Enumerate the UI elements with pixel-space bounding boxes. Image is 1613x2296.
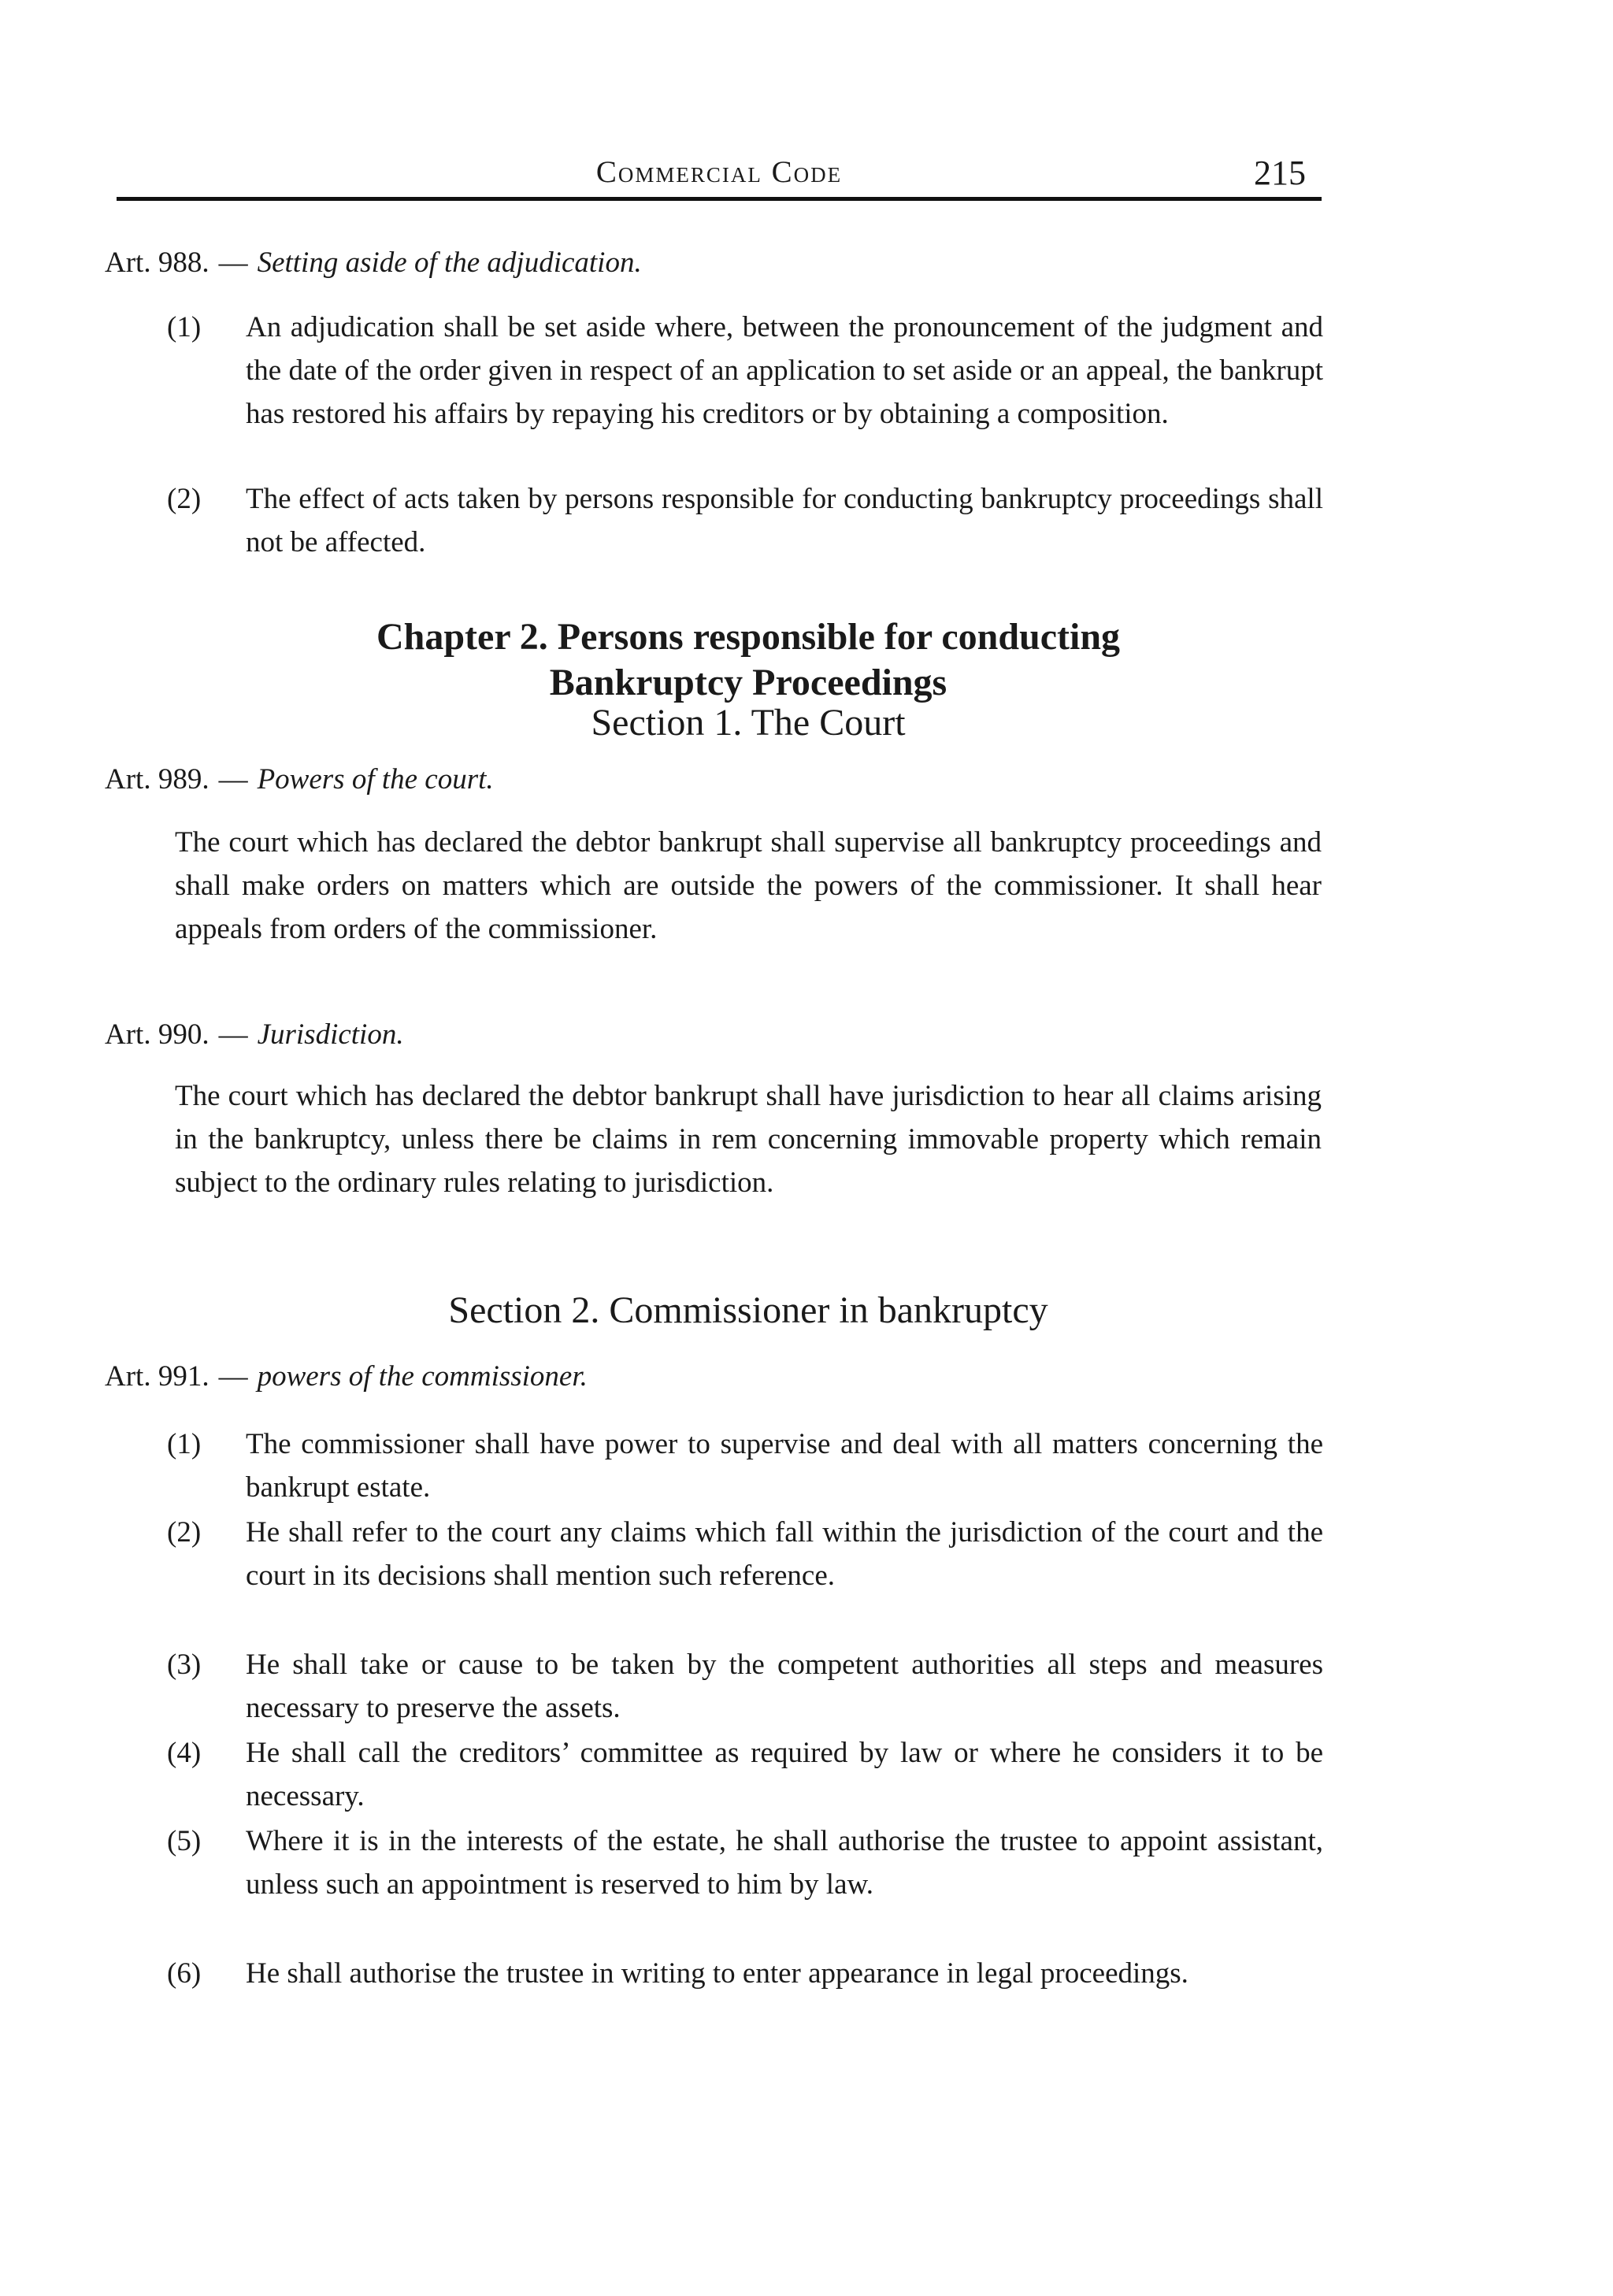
article-number: Art. 991. [105,1360,210,1393]
article-separator: — [218,763,248,796]
article-title: Powers of the court. [257,763,494,796]
article-title: Jurisdiction. [257,1018,404,1051]
paragraph-number: (6) [167,1957,202,1990]
article-991-paragraph-3 [167,1643,1323,1730]
article-991-paragraph-6 [167,1952,1323,1995]
paragraph-text: The effect of acts taken by persons responsible for conducting bankruptcy proceedings shall not be affected. [246,483,1323,558]
paragraph-number: (2) [167,1516,202,1549]
article-989-text: The court which has declared the debtor bankrupt shall supervise all bankruptcy proceedings and shall make orders on matters which are outside the powers of the commissioner. It shall hear appeals from orders of the commissioner. [175,826,1322,945]
chapter-heading [236,614,1260,706]
article-988-paragraph-1 [167,306,1323,436]
article-number: Art. 988. [105,247,210,279]
article-988-paragraph-2 [167,477,1323,564]
article-991-paragraph-4 [167,1731,1323,1818]
header-title: Commercial Code [595,155,843,189]
article-separator: — [218,247,248,279]
paragraph-number: (1) [167,1428,202,1460]
paragraph-number: (3) [167,1649,202,1681]
paragraph-number: (4) [167,1737,202,1769]
article-990-text: The court which has declared the debtor bankrupt shall have jurisdiction to hear all claims arising in the bankruptcy, unless there be claims in rem concerning immovable property which remain subject to the ordinary rules relating to jurisdiction. [175,1080,1322,1199]
article-title: Setting aside of the adjudication. [257,247,642,279]
paragraph-number: (2) [167,483,202,515]
article-heading-988 [105,246,642,280]
page-header [117,148,1322,195]
article-title: powers of the commissioner. [257,1360,588,1393]
paragraph-text: Where it is in the interests of the estate, he shall authorise the trustee to appoint assistant, unless such an appointment is reserved to him by law. [246,1825,1323,1901]
article-heading-990 [105,1018,404,1052]
header-rule [117,197,1322,201]
chapter-title-line-2: Bankruptcy Proceedings [549,662,947,703]
article-separator: — [218,1360,248,1393]
article-991-paragraph-2 [167,1511,1323,1597]
section-1-title: Section 1. The Court [591,702,906,744]
paragraph-text: An adjudication shall be set aside where, between the pronouncement of the judgment and the date of the order given in respect of an application to set aside or an appeal, the bankrupt has restored his affairs by repaying his creditors or by obtaining a composition. [246,311,1323,430]
paragraph-number: (5) [167,1825,202,1857]
section-2-title: Section 2. Commissioner in bankruptcy [448,1289,1048,1331]
article-number: Art. 990. [105,1018,210,1051]
article-heading-991 [105,1359,588,1393]
article-991-paragraph-1 [167,1422,1323,1509]
article-number: Art. 989. [105,763,210,796]
paragraph-text: He shall call the creditors’ committee as required by law or where he considers it to be necessary. [246,1737,1323,1812]
paragraph-number: (1) [167,311,202,343]
article-separator: — [218,1018,248,1051]
article-991-paragraph-5 [167,1819,1323,1906]
paragraph-text: He shall take or cause to be taken by the competent authorities all steps and measures necessary to preserve the assets. [246,1649,1323,1724]
paragraph-text: He shall authorise the trustee in writing to enter appearance in legal proceedings. [246,1957,1188,1990]
chapter-title-line-1: Chapter 2. Persons responsible for conducting [376,616,1121,658]
page-number: 215 [1254,154,1306,192]
paragraph-text: The commissioner shall have power to supervise and deal with all matters concerning the bankrupt estate. [246,1428,1323,1504]
article-heading-989 [105,762,494,796]
paragraph-text: He shall refer to the court any claims which fall within the jurisdiction of the court and the court in its decisions shall mention such reference. [246,1516,1323,1592]
